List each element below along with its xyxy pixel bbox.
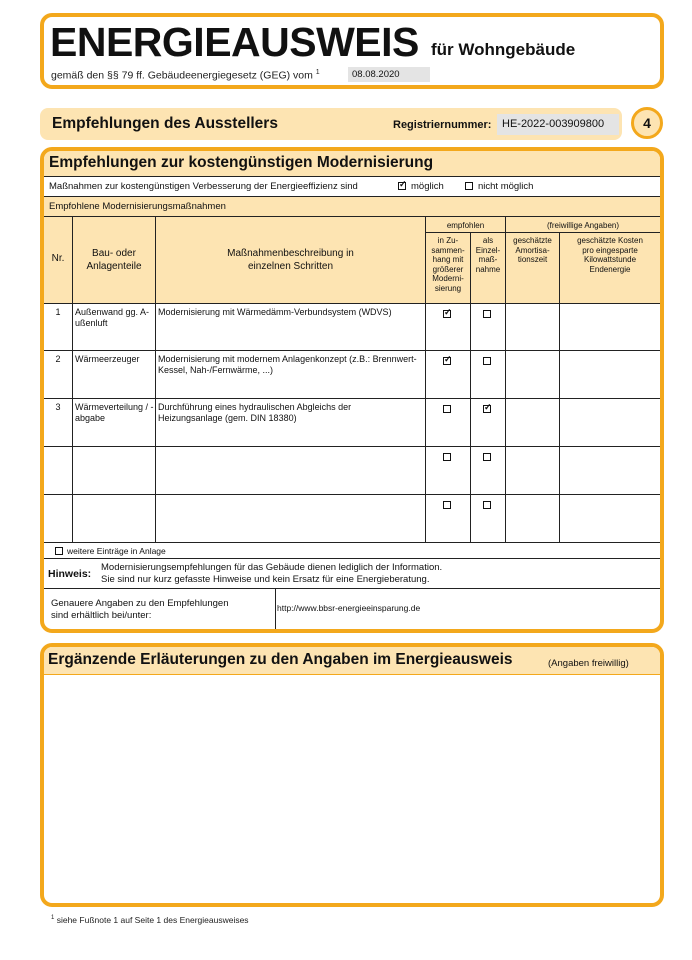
- divider: [44, 542, 660, 543]
- header-line: geschätzte Kosten: [577, 236, 643, 245]
- row-combined-checkbox[interactable]: [443, 501, 451, 509]
- header-freiwillig: (freiwillige Angaben): [546, 221, 620, 230]
- divider: [44, 398, 660, 399]
- divider: [44, 446, 660, 447]
- header-description-line: einzelnen Schritten: [247, 261, 334, 272]
- more-entries-label: weitere Einträge in Anlage: [67, 546, 166, 556]
- footnote-text: siehe Fußnote 1 auf Seite 1 des Energieausweises: [56, 915, 249, 925]
- header-line: sammen-: [431, 245, 465, 255]
- header-line: Kilowattstunde: [583, 255, 637, 264]
- header-bau-line: Anlagenteile: [86, 261, 142, 272]
- row-description-line: Durchführung eines hydraulischen Abgleichs der: [158, 402, 352, 412]
- row-number: 1: [55, 307, 61, 317]
- header-line: in Zu-: [437, 236, 459, 245]
- header-line: als: [482, 236, 494, 245]
- recommendations-title: Empfehlungen zur kostengünstigen Modernisierung: [49, 154, 434, 171]
- header-line: Moderni-: [432, 274, 464, 283]
- column-divider: [559, 232, 560, 542]
- row-number: 2: [55, 354, 61, 364]
- possible-label: möglich: [411, 181, 444, 192]
- geg-text: gemäß den §§ 79 ff. Gebäudeenergiegesetz (GEG) vom: [51, 69, 313, 82]
- footnote: [51, 915, 249, 925]
- more-entries-checkbox[interactable]: [55, 547, 63, 555]
- header-line: Endenergie: [589, 264, 631, 274]
- measures-text: Maßnahmen zur kostengünstigen Verbesserung der Energieeffizienz sind: [49, 181, 358, 192]
- header-amortisation: [506, 236, 559, 265]
- header-description-line: Maßnahmenbeschreibung in: [227, 248, 354, 259]
- row-combined-checkbox[interactable]: [443, 354, 452, 365]
- explanations-note: (Angaben freiwillig): [548, 658, 629, 669]
- hint-text: [101, 562, 442, 586]
- registration-label: Registriernummer:: [393, 119, 492, 131]
- row-combined-checkbox[interactable]: [443, 405, 451, 413]
- page-number-badge: 4: [631, 107, 663, 139]
- divider: [44, 350, 660, 351]
- header-line: maß-: [478, 255, 498, 264]
- row-description-line: Modernisierung mit Wärmedämm-Verbundsystem (WDVS): [158, 307, 392, 317]
- row-single-checkbox[interactable]: [483, 501, 491, 509]
- header-line: Amortisa-: [515, 245, 550, 255]
- divider: [44, 494, 660, 495]
- geg-footnote-mark: 1: [315, 69, 320, 76]
- check-icon: ✓: [444, 354, 452, 364]
- header-nr: Nr.: [51, 253, 65, 264]
- row-single-checkbox[interactable]: [483, 310, 491, 318]
- header-line: größerer: [432, 264, 464, 274]
- row-combined-checkbox[interactable]: [443, 453, 451, 461]
- header-zusammenhang: [426, 236, 470, 293]
- header-line: pro eingesparte: [582, 245, 638, 255]
- info-url[interactable]: http://www.bbsr-energieeinsparung.de: [277, 603, 421, 613]
- check-icon: ✓: [444, 307, 452, 317]
- header-line: sierung: [434, 283, 462, 293]
- row-description-line: Heizungsanlage (gem. DIN 18380): [158, 413, 297, 423]
- info-line: sind erhältlich bei/unter:: [51, 610, 152, 621]
- header-description: [156, 247, 425, 273]
- document-title: ENERGIEAUSWEIS: [50, 19, 419, 65]
- row-combined-checkbox[interactable]: [443, 307, 452, 318]
- info-line: Genauere Angaben zu den Empfehlungen: [51, 598, 229, 609]
- header-kosten: [560, 236, 660, 274]
- header-line: geschätzte: [513, 236, 552, 245]
- row-component-line: Außenwand gg. A-: [75, 307, 150, 317]
- check-icon: ✓: [399, 179, 407, 189]
- header-einzelmassnahme: [471, 236, 505, 274]
- header-line: nahme: [475, 264, 501, 274]
- column-divider: [505, 216, 506, 542]
- column-divider: [470, 232, 471, 542]
- divider: [44, 176, 660, 177]
- divider: [44, 674, 660, 675]
- divider: [425, 232, 660, 233]
- row-component-line: ußenluft: [75, 318, 108, 328]
- header-bau: [73, 247, 155, 273]
- info-text: [51, 598, 228, 622]
- hint-line: Modernisierungsempfehlungen für das Gebäude dienen lediglich der Information.: [101, 562, 443, 573]
- divider: [44, 303, 660, 304]
- row-description-line: Modernisierung mit modernem Anlagenkonzept (z.B.: Brennwert-: [158, 354, 417, 364]
- geg-date-field: 08.08.2020: [348, 67, 430, 82]
- check-icon: ✓: [484, 402, 492, 412]
- recommended-measures-title: Empfohlene Modernisierungsmaßnahmen: [49, 201, 226, 212]
- row-description-line: Kessel, Nah-/Fernwärme, ...): [158, 365, 274, 375]
- registration-number: HE-2022-003909800: [497, 114, 619, 135]
- header-bau-line: Bau- oder: [92, 248, 136, 259]
- not-possible-checkbox[interactable]: [465, 182, 473, 190]
- possible-checkbox[interactable]: [398, 179, 407, 190]
- divider: [44, 588, 660, 589]
- row-component-line: abgabe: [75, 413, 106, 423]
- header-line: tionszeit: [517, 255, 548, 264]
- row-component-line: Wärmeerzeuger: [75, 354, 140, 364]
- explanations-text-area[interactable]: [46, 677, 658, 903]
- not-possible-label: nicht möglich: [478, 181, 534, 192]
- footnote-mark: 1: [51, 915, 55, 922]
- document-subtitle: für Wohngebäude: [431, 40, 576, 59]
- header-line: hang mit: [432, 255, 464, 264]
- column-divider: [275, 588, 276, 629]
- explanations-title: Ergänzende Erläuterungen zu den Angaben im Energieausweis: [48, 651, 513, 668]
- row-single-checkbox[interactable]: [483, 453, 491, 461]
- row-number: 3: [55, 402, 61, 412]
- row-single-checkbox[interactable]: [483, 357, 491, 365]
- hint-line: Sie sind nur kurz gefasste Hinweise und kein Ersatz für eine Energieberatung.: [101, 574, 430, 585]
- section-title: Empfehlungen des Ausstellers: [52, 115, 278, 132]
- geg-reference: [51, 69, 320, 82]
- divider: [44, 558, 660, 559]
- row-single-checkbox[interactable]: [483, 402, 492, 413]
- header-line: Einzel-: [475, 245, 501, 255]
- row-component-line: Wärmeverteilung / -: [75, 402, 154, 412]
- hint-label: Hinweis:: [48, 568, 92, 580]
- header-empfohlen: empfohlen: [446, 221, 485, 230]
